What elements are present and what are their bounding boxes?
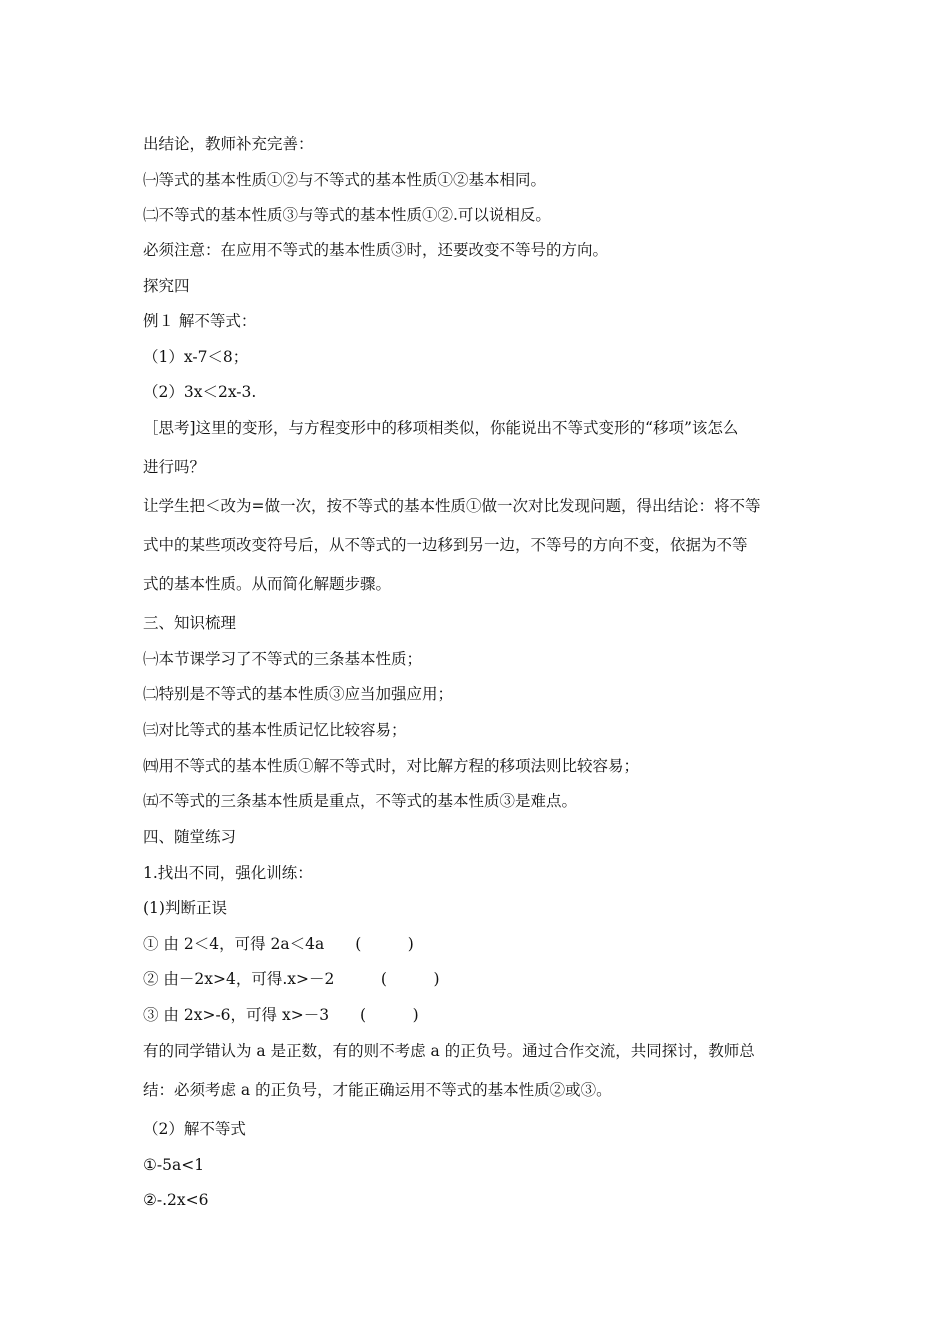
exercise-item: ②-.2x<6 <box>143 1191 209 1209</box>
text-line: ㈢对比等式的基本性质记忆比较容易； <box>143 721 407 739</box>
text-line: ㈡特别是不等式的基本性质③应当加强应用； <box>143 685 454 703</box>
section-heading: 四、随堂练习 <box>143 828 237 846</box>
exercise-item: ①-5a<1 <box>143 1156 205 1174</box>
text-line: ㈤不等式的三条基本性质是重点，不等式的基本性质③是难点。 <box>143 792 578 810</box>
text-line: ㈠本节课学习了不等式的三条基本性质； <box>143 650 423 668</box>
text-line: 有的同学错认为 a 是正数，有的则不考虑 a 的正负号。通过合作交流，共同探讨，教师总 <box>143 1042 755 1060</box>
text-line: 式中的某些项改变符号后，从不等式的一边移到另一边，不等号的方向不变，依据为不等 <box>143 536 748 554</box>
text-line: 式的基本性质。从而简化解题步骤。 <box>143 575 392 593</box>
example-heading: 例１ 解不等式： <box>143 312 257 330</box>
section-heading: 探究四 <box>143 277 190 295</box>
text-line: 出结论，教师补充完善： <box>143 135 314 153</box>
exercise-item: ③ 由 2x>-6，可得 x>－3 ( ) <box>143 1006 419 1024</box>
text-line: (1)判断正误 <box>143 899 227 917</box>
text-line: ［思考]这里的变形，与方程变形中的移项相类似，你能说出不等式变形的“移项”该怎么 <box>143 419 739 437</box>
text-line: 进行吗？ <box>143 458 206 476</box>
text-line: （2）解不等式 <box>143 1120 246 1138</box>
text-line: （1）x-7＜8； <box>143 348 249 366</box>
text-line: 结：必须考虑 a 的正负号，才能正确运用不等式的基本性质②或③。 <box>143 1081 612 1099</box>
exercise-item: ② 由－2x>4，可得.x>－2 ( ) <box>143 970 440 988</box>
text-line: ㈡不等式的基本性质③与等式的基本性质①②.可以说相反。 <box>143 206 551 224</box>
section-heading: 三、知识梳理 <box>143 614 237 632</box>
text-line: ㈣用不等式的基本性质①解不等式时，对比解方程的移项法则比较容易； <box>143 757 640 775</box>
text-line: 1.找出不同，强化训练： <box>143 864 313 882</box>
exercise-item: ① 由 2＜4，可得 2a＜4a ( ) <box>143 935 414 953</box>
text-line: 让学生把＜改为=做一次，按不等式的基本性质①做一次对比发现问题，得出结论：将不等 <box>143 497 761 515</box>
text-line: 必须注意：在应用不等式的基本性质③时，还要改变不等号的方向。 <box>143 241 609 259</box>
text-line: （2）3x＜2x-3. <box>143 383 257 401</box>
text-line: ㈠等式的基本性质①②与不等式的基本性质①②基本相同。 <box>143 171 547 189</box>
